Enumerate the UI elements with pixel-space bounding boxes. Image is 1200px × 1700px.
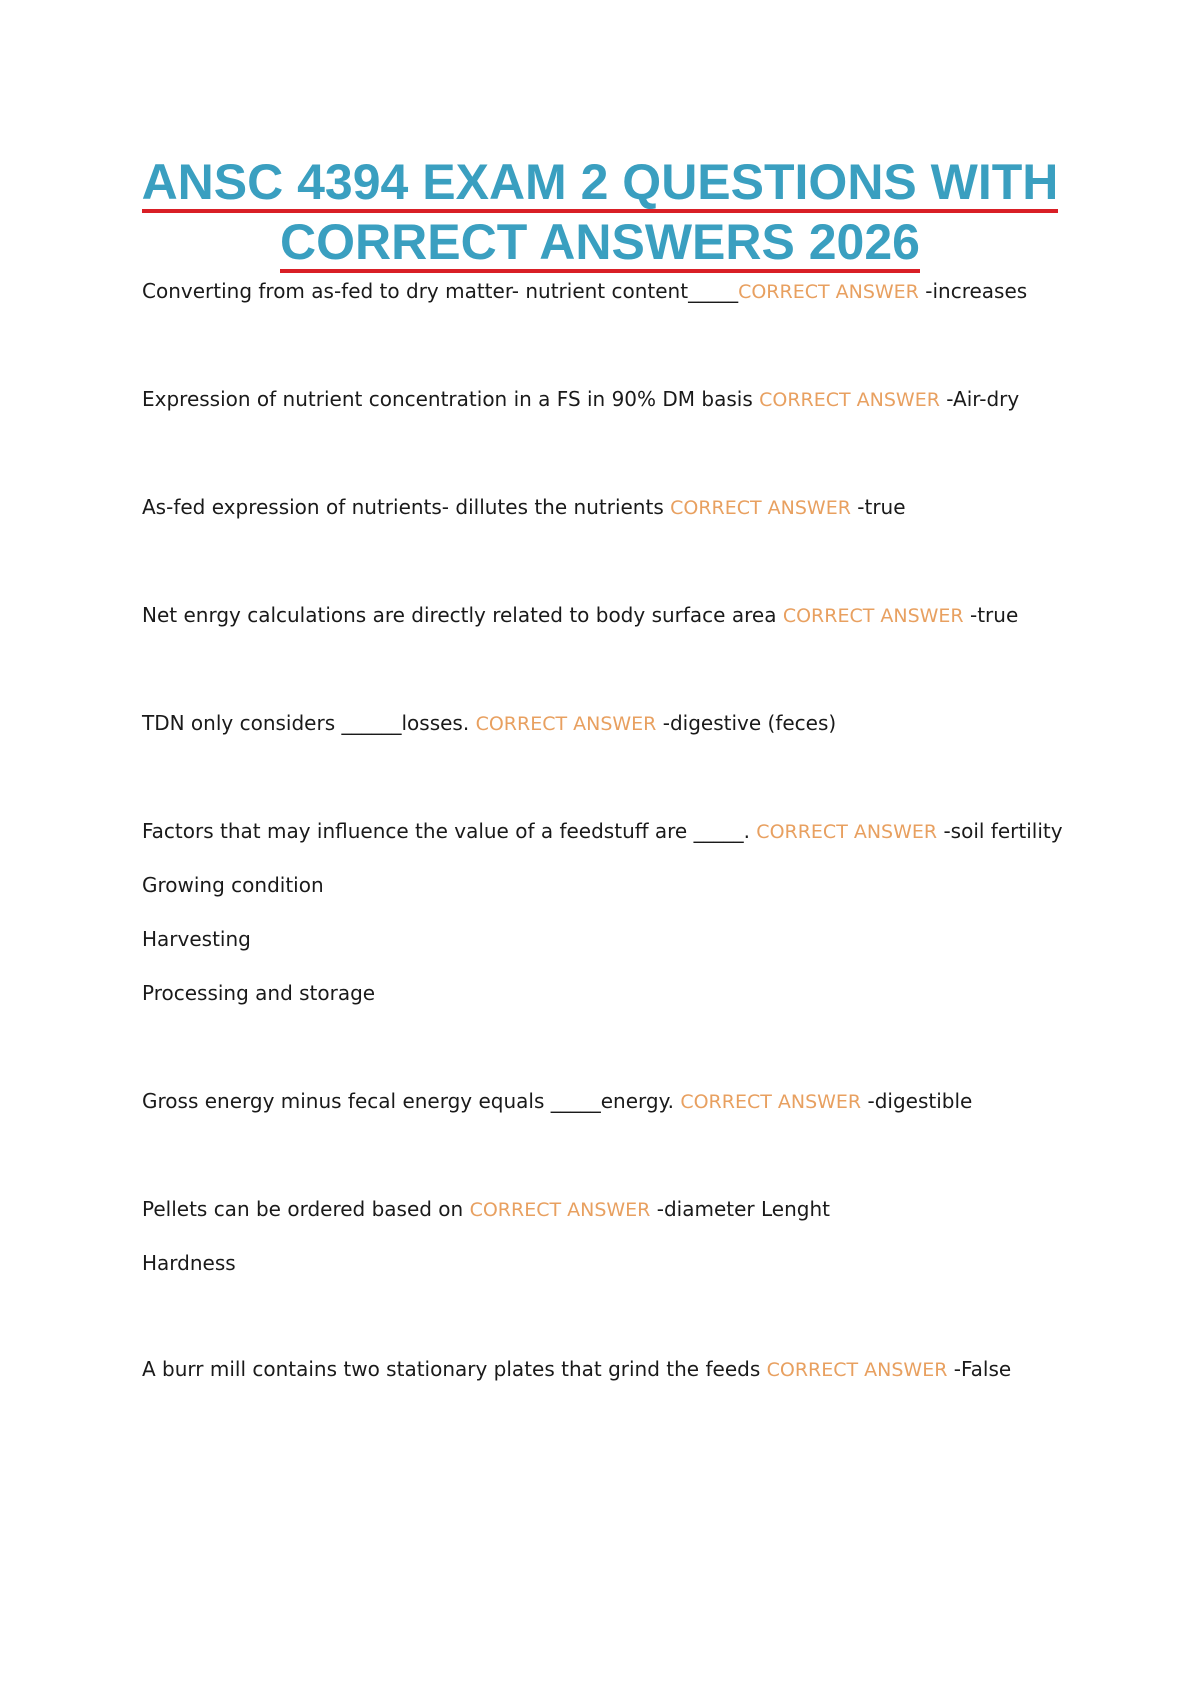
answer-continuation: Hardness bbox=[142, 1251, 236, 1275]
qa-item bbox=[142, 818, 1110, 845]
qa-item bbox=[142, 710, 1110, 737]
answer-text: -true bbox=[963, 603, 1019, 627]
question-text: Gross energy minus fecal energy equals _____energy. bbox=[142, 1089, 681, 1113]
answer-text: -False bbox=[947, 1357, 1012, 1381]
question-text: Expression of nutrient concentration in a FS in 90% DM basis bbox=[142, 387, 760, 411]
answer-text: -diameter Lenght bbox=[650, 1197, 830, 1221]
question-text: Converting from as-fed to dry matter- nutrient content_____ bbox=[142, 279, 739, 303]
answer-continuation: Growing condition bbox=[142, 873, 324, 897]
question-text: Factors that may influence the value of a feedstuff are _____. bbox=[142, 819, 757, 843]
question-text: A burr mill contains two stationary plates that grind the feeds bbox=[142, 1357, 767, 1381]
document-title bbox=[0, 152, 1200, 272]
question-text: TDN only considers ______losses. bbox=[142, 711, 476, 735]
qa-item bbox=[142, 1088, 1110, 1115]
answer-text: -digestive (feces) bbox=[656, 711, 837, 735]
correct-answer-marker: CORRECT ANSWER bbox=[759, 389, 940, 411]
answer-text: -soil fertility bbox=[937, 819, 1063, 843]
qa-item bbox=[142, 494, 1110, 521]
answer-text: -true bbox=[850, 495, 906, 519]
answer-text: -digestible bbox=[861, 1089, 973, 1113]
correct-answer-marker: CORRECT ANSWER bbox=[469, 1199, 651, 1221]
correct-answer-marker: CORRECT ANSWER bbox=[670, 497, 851, 519]
answer-continuation: Harvesting bbox=[142, 927, 251, 951]
question-text: Net enrgy calculations are directly related to body surface area bbox=[142, 603, 783, 627]
title-line-1: ANSC 4394 EXAM 2 QUESTIONS WITH bbox=[142, 155, 1059, 213]
qa-item bbox=[142, 1356, 1110, 1383]
qa-item bbox=[142, 602, 1110, 629]
correct-answer-marker: CORRECT ANSWER bbox=[782, 605, 964, 627]
correct-answer-marker: CORRECT ANSWER bbox=[680, 1091, 862, 1113]
correct-answer-marker: CORRECT ANSWER bbox=[756, 821, 938, 843]
answer-continuation: Processing and storage bbox=[142, 981, 376, 1005]
correct-answer-marker: CORRECT ANSWER bbox=[738, 281, 919, 303]
qa-item bbox=[142, 1196, 1110, 1223]
qa-item bbox=[142, 278, 1110, 305]
title-line-2: CORRECT ANSWERS 2026 bbox=[280, 215, 920, 273]
answer-text: -increases bbox=[918, 279, 1028, 303]
question-text: Pellets can be ordered based on bbox=[142, 1197, 470, 1221]
qa-item bbox=[142, 386, 1110, 413]
correct-answer-marker: CORRECT ANSWER bbox=[766, 1359, 948, 1381]
correct-answer-marker: CORRECT ANSWER bbox=[475, 713, 657, 735]
question-text: As-fed expression of nutrients- dillutes the nutrients bbox=[142, 495, 671, 519]
answer-text: -Air-dry bbox=[939, 387, 1020, 411]
